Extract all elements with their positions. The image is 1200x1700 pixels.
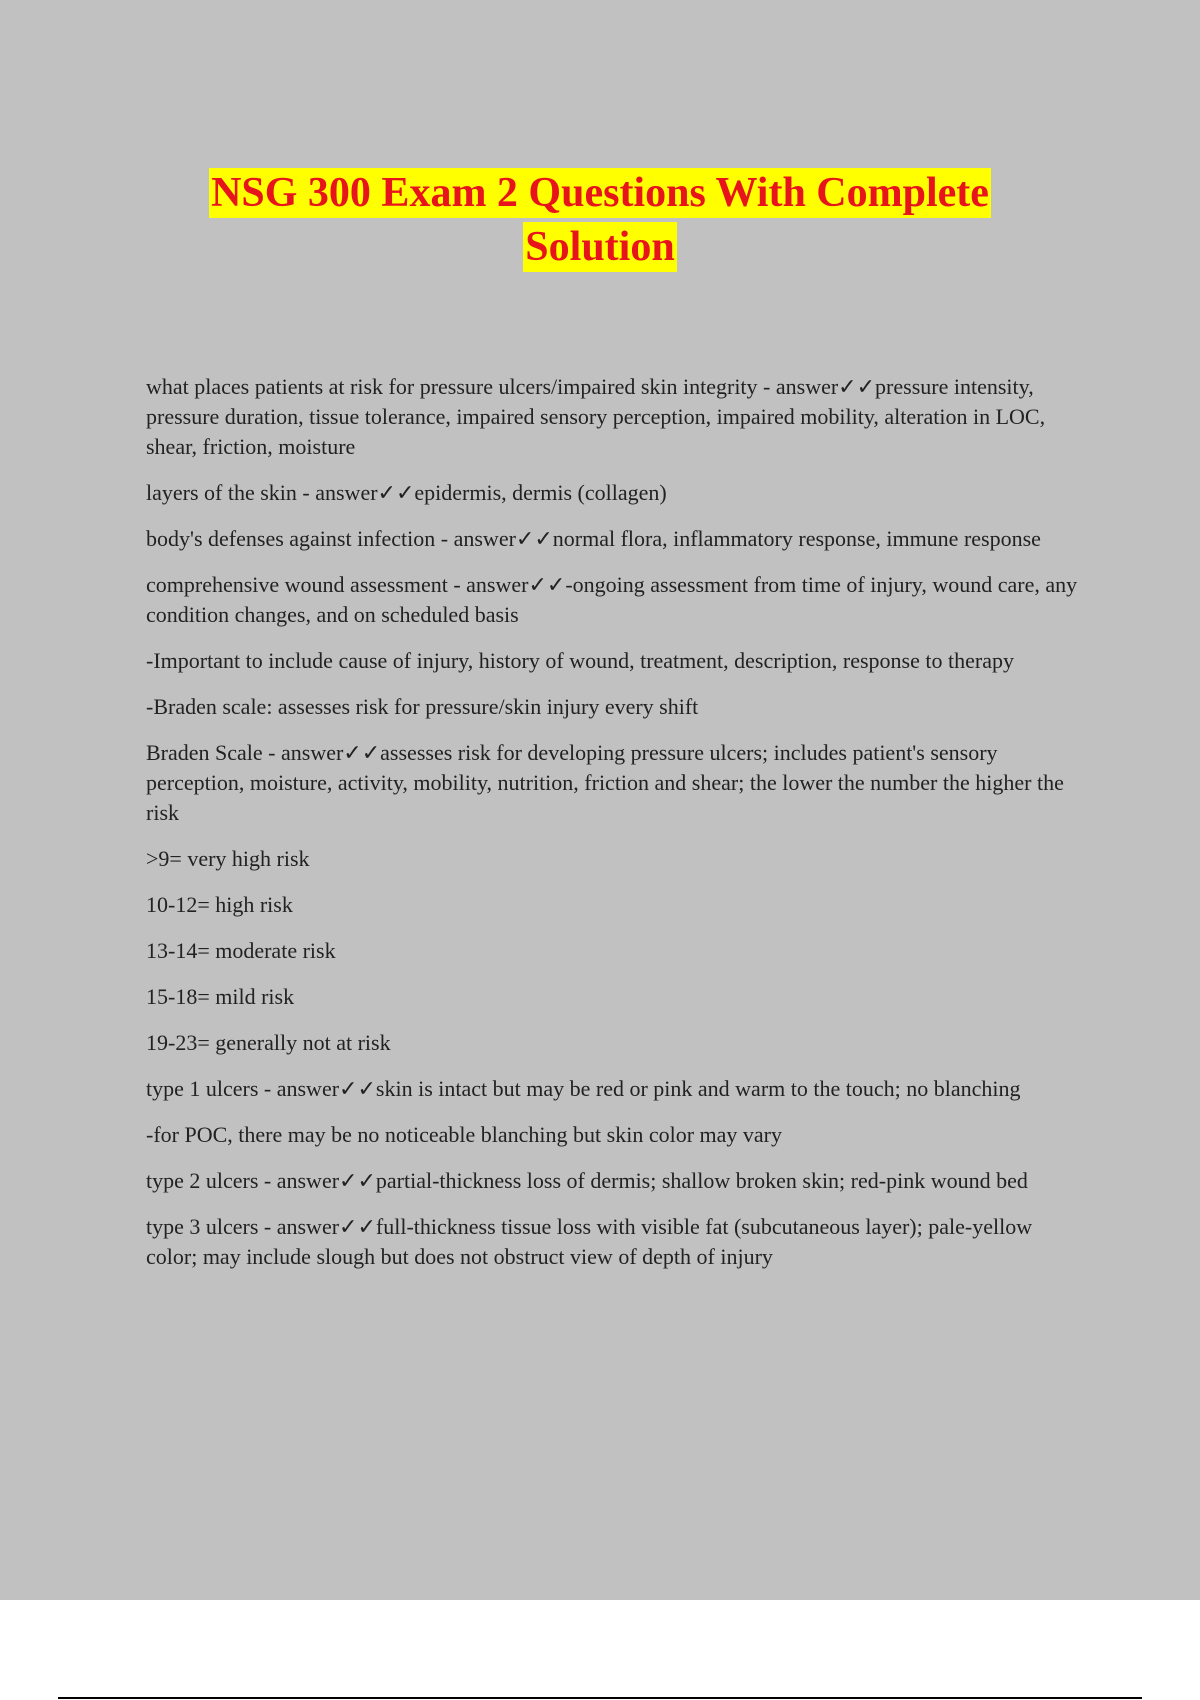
paragraph: body's defenses against infection - answer✓✓normal flora, inflammatory response, immune response <box>146 526 1041 551</box>
braden-range-item: 13-14= moderate risk <box>146 938 336 963</box>
braden-range-item: 15-18= mild risk <box>146 984 295 1009</box>
braden-range-item: 19-23= generally not at risk <box>146 1030 391 1055</box>
paragraph: -Braden scale: assesses risk for pressure/skin injury every shift <box>146 694 699 719</box>
document-body <box>146 372 1086 1288</box>
paragraph: -Important to include cause of injury, history of wound, treatment, description, response to therapy <box>146 648 1014 673</box>
title-line-2: Solution <box>525 224 675 270</box>
paragraph: what places patients at risk for pressure ulcers/impaired skin integrity - answer✓✓pressure intensity, pressure duration, tissue tolerance, impaired sensory perception, impaired mobility, alteration in LOC, shear, friction, moisture <box>146 374 1046 459</box>
braden-range-item: >9= very high risk <box>146 846 310 871</box>
paragraph: Braden Scale - answer✓✓assesses risk for developing pressure ulcers; includes patient's sensory perception, moisture, activity, mobility, nutrition, friction and shear; the lower the number the higher the risk <box>146 740 1064 825</box>
braden-range-item: 10-12= high risk <box>146 892 293 917</box>
paragraph: type 3 ulcers - answer✓✓full-thickness tissue loss with visible fat (subcutaneous layer); pale-yellow color; may include slough but does not obstruct view of depth of injury <box>146 1214 1033 1269</box>
page-divider <box>58 1697 1142 1699</box>
document-title <box>0 168 1200 276</box>
title-line-1: NSG 300 Exam 2 Questions With Complete <box>211 170 989 216</box>
paragraph: type 2 ulcers - answer✓✓partial-thickness loss of dermis; shallow broken skin; red-pink wound bed <box>146 1168 1028 1193</box>
paragraph: comprehensive wound assessment - answer✓✓-ongoing assessment from time of injury, wound care, any condition changes, and on scheduled basis <box>146 572 1078 627</box>
paragraph: type 1 ulcers - answer✓✓skin is intact but may be red or pink and warm to the touch; no blanching <box>146 1076 1021 1101</box>
paragraph: layers of the skin - answer✓✓epidermis, dermis (collagen) <box>146 480 667 505</box>
paragraph: -for POC, there may be no noticeable blanching but skin color may vary <box>146 1122 782 1147</box>
